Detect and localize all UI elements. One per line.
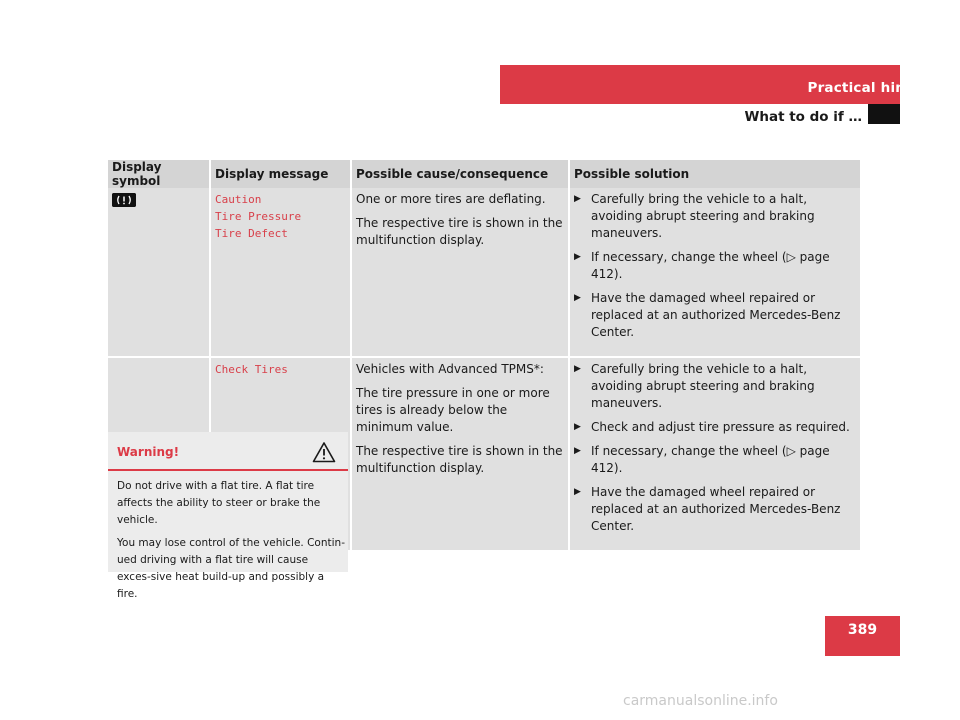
solution-step bbox=[574, 361, 856, 412]
bullet-arrow-icon: ▶ bbox=[574, 487, 581, 497]
cause-text: Vehicles with Advanced TPMS*: bbox=[356, 362, 544, 376]
solution-text: Carefully bring the vehicle to a halt, avoiding abrupt steering and braking maneuvers. bbox=[591, 192, 815, 240]
bullet-arrow-icon: ▶ bbox=[574, 422, 581, 432]
display-symbol-cell bbox=[108, 188, 210, 357]
solution-step bbox=[574, 419, 856, 436]
cause-text: One or more tires are deflating. bbox=[356, 192, 546, 206]
bullet-arrow-icon: ▶ bbox=[574, 364, 581, 374]
cause-text: The respective tire is shown in the multifunction display. bbox=[356, 444, 563, 475]
possible-solution-cell bbox=[569, 188, 860, 357]
column-header-possible-solution: Possible solution bbox=[569, 160, 860, 188]
bullet-arrow-icon: ▶ bbox=[574, 194, 581, 204]
solution-step bbox=[574, 290, 856, 341]
display-message-line: Check Tires bbox=[215, 363, 288, 376]
solution-step bbox=[574, 191, 856, 242]
section-subtitle: What to do if … bbox=[744, 109, 862, 125]
solution-step bbox=[574, 443, 856, 477]
bullet-arrow-icon: ▶ bbox=[574, 446, 581, 456]
section-tab-marker bbox=[868, 104, 900, 124]
bullet-arrow-icon: ▶ bbox=[574, 252, 581, 262]
display-message-line: Tire Pressure bbox=[215, 210, 302, 223]
column-header-display-message: Display message bbox=[210, 160, 351, 188]
solution-step bbox=[574, 484, 856, 535]
column-header-possible-cause: Possible cause/consequence bbox=[351, 160, 569, 188]
table-header-row bbox=[108, 160, 860, 188]
solution-text: Check and adjust tire pressure as required. bbox=[591, 420, 850, 434]
solution-text: If necessary, change the wheel (▷ page 412). bbox=[591, 250, 830, 281]
display-message-line: Caution bbox=[215, 193, 262, 206]
warning-paragraph: You may lose control of the vehicle. Contin-ued driving with a flat tire will cause exces-sive heat build-up and possibly a fire. bbox=[117, 537, 345, 600]
warning-box bbox=[108, 432, 348, 600]
warning-paragraph: Do not drive with a flat tire. A flat tire affects the ability to steer or brake the vehicle. bbox=[117, 480, 321, 526]
warning-title: Warning! bbox=[117, 445, 180, 459]
warning-triangle-icon bbox=[312, 441, 336, 463]
page-number: 389 bbox=[847, 622, 878, 638]
section-title: Practical hints bbox=[807, 80, 920, 96]
warning-header bbox=[108, 432, 348, 471]
display-message-line: Tire Defect bbox=[215, 227, 288, 240]
table-row bbox=[108, 188, 860, 357]
solution-text: Have the damaged wheel repaired or replaced at an authorized Mercedes-Benz Center. bbox=[591, 291, 841, 339]
bullet-arrow-icon: ▶ bbox=[574, 293, 581, 303]
tire-pressure-warning-icon bbox=[112, 193, 136, 207]
solution-text: Have the damaged wheel repaired or replaced at an authorized Mercedes-Benz Center. bbox=[591, 485, 841, 533]
possible-cause-cell bbox=[351, 357, 569, 550]
solution-text: Carefully bring the vehicle to a halt, avoiding abrupt steering and braking maneuvers. bbox=[591, 362, 815, 410]
column-header-display-symbol: Display symbol bbox=[108, 160, 210, 188]
warning-body bbox=[117, 478, 345, 609]
solution-step bbox=[574, 249, 856, 283]
watermark: carmanualsonline.info bbox=[623, 693, 778, 709]
cause-text: The tire pressure in one or more tires is already below the minimum value. bbox=[356, 386, 550, 434]
display-message-cell bbox=[210, 188, 351, 357]
cause-text: The respective tire is shown in the multifunction display. bbox=[356, 216, 563, 247]
possible-cause-cell bbox=[351, 188, 569, 357]
possible-solution-cell bbox=[569, 357, 860, 550]
solution-text: If necessary, change the wheel (▷ page 412). bbox=[591, 444, 830, 475]
